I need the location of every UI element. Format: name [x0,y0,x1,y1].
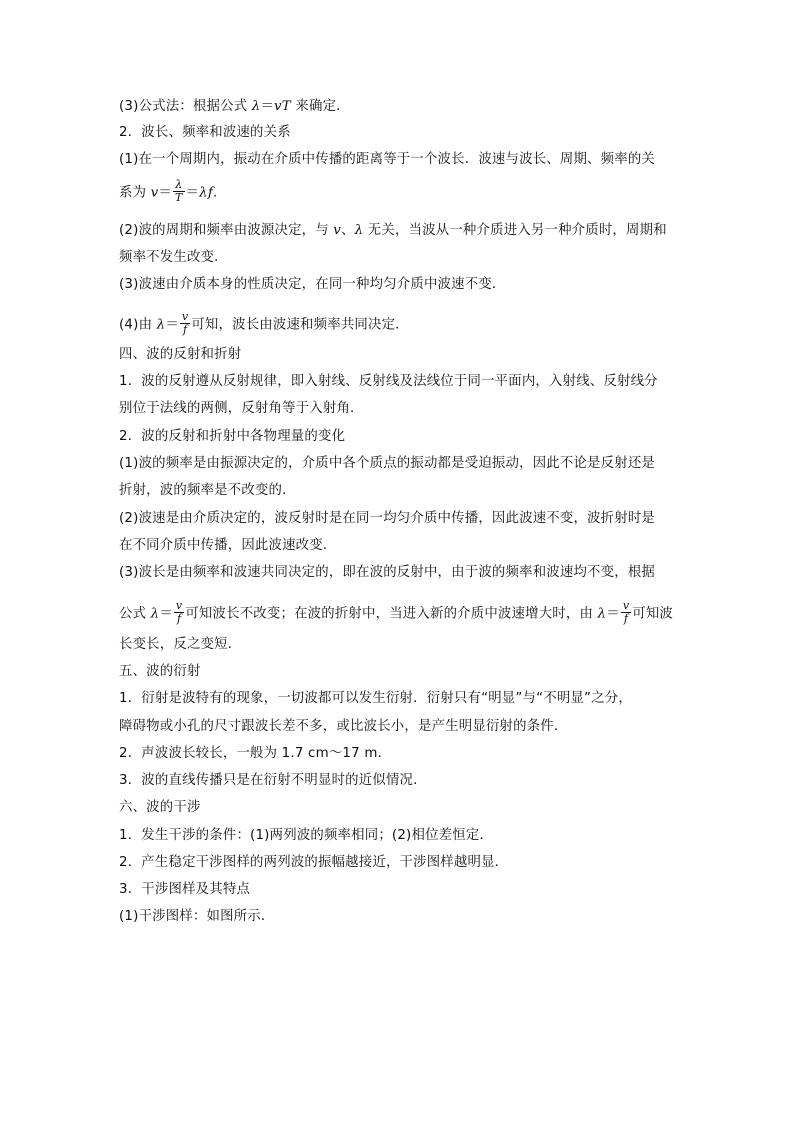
paragraph-line: (3)波长是由频率和波速共同决定的，即在波的反射中，由于波的频率和波速均不变，根据 [119,565,656,580]
paragraph-line: (1)在一个周期内，振动在介质中传播的距离等于一个波长．波速与波长、周期、频率的关 [119,152,656,167]
paragraph-line: 2．波的反射和折射中各物理量的变化 [119,429,346,444]
paragraph-line: 3．干涉图样及其特点 [119,882,251,897]
paragraph-line: (2)波速是由介质决定的，波反射时是在同一均匀介质中传播，因此波速不变，波折射时是 [119,511,656,526]
fraction-v-over-f: $\frac{v}{f}$ [175,599,183,625]
line-lambda-formula-twice: 公式 λ＝ $\frac{v}{f}$ 可知波长不改变；在波的折射中，当进入新的介质中波速增大时，由 λ＝ $\frac{v}{f}$ 可知波 [119,599,674,625]
section-heading-reflection: 四、波的反射和折射 [119,347,242,362]
paragraph-line: 1．衍射是波特有的现象，一切波都可以发生衍射．衍射只有“明显”与“不明显”之分， [119,691,632,706]
paragraph-line: (3)波速由介质本身的性质决定，在同一种均匀介质中波速不变． [119,277,506,292]
fraction-v-over-f: $\frac{v}{f}$ [622,599,630,625]
paragraph-line: 1．发生干涉的条件：(1)两列波的频率相同；(2)相位差恒定． [119,828,494,843]
line-formula-method: (3)公式法：根据公式 λ＝vT 来确定． [119,99,350,114]
fraction-v-over-f: $\frac{v}{f}$ [181,310,189,336]
line-velocity-formula: 系为 v＝ $\frac{\lambda}{T}$ ＝λf. [119,178,218,204]
section-heading-wavelength-relation: 2．波长、频率和波速的关系 [119,125,291,140]
paragraph-line: (1)波的频率是由振源决定的，介质中各个质点的振动都是受迫振动，因此不论是反射还是 [119,456,656,471]
paragraph-line: 折射，波的频率是不改变的． [119,483,296,498]
line-lambda-formula: (4)由 λ＝ $\frac{v}{f}$ 可知，波长由波速和频率共同决定． [119,310,409,336]
paragraph-line: 障碍物或小孔的尺寸跟波长差不多，或比波长小，是产生明显衍射的条件． [119,719,568,734]
paragraph-line: 频率不发生改变． [119,250,228,265]
section-heading-diffraction: 五、波的衍射 [119,664,201,679]
paragraph-line: 长变长，反之变短． [119,637,242,652]
paragraph-line: (1)干涉图样：如图所示． [119,909,275,924]
paragraph-line: 在不同介质中传播，因此波速改变． [119,538,337,553]
paragraph-line: 3．波的直线传播只是在衍射不明显时的近似情况． [119,773,427,788]
paragraph-line: 别位于法线的两侧，反射角等于入射角． [119,401,364,416]
paragraph-line: 1．波的反射遵从反射规律，即入射线、反射线及法线位于同一平面内，入射线、反射线分 [119,374,658,389]
section-heading-interference: 六、波的干涉 [119,800,201,815]
paragraph-line: 2．产生稳定干涉图样的两列波的振幅越接近，干涉图样越明显． [119,855,509,870]
fraction-lambda-over-t: $\frac{\lambda}{T}$ [175,178,183,204]
paragraph-line: 2．声波波长较长，一般为 1.7 cm～17 m. [119,746,383,761]
paragraph-line: (2)波的周期和频率由波源决定，与 v、λ 无关，当波从一种介质进入另一种介质时，周期和 [119,223,667,238]
